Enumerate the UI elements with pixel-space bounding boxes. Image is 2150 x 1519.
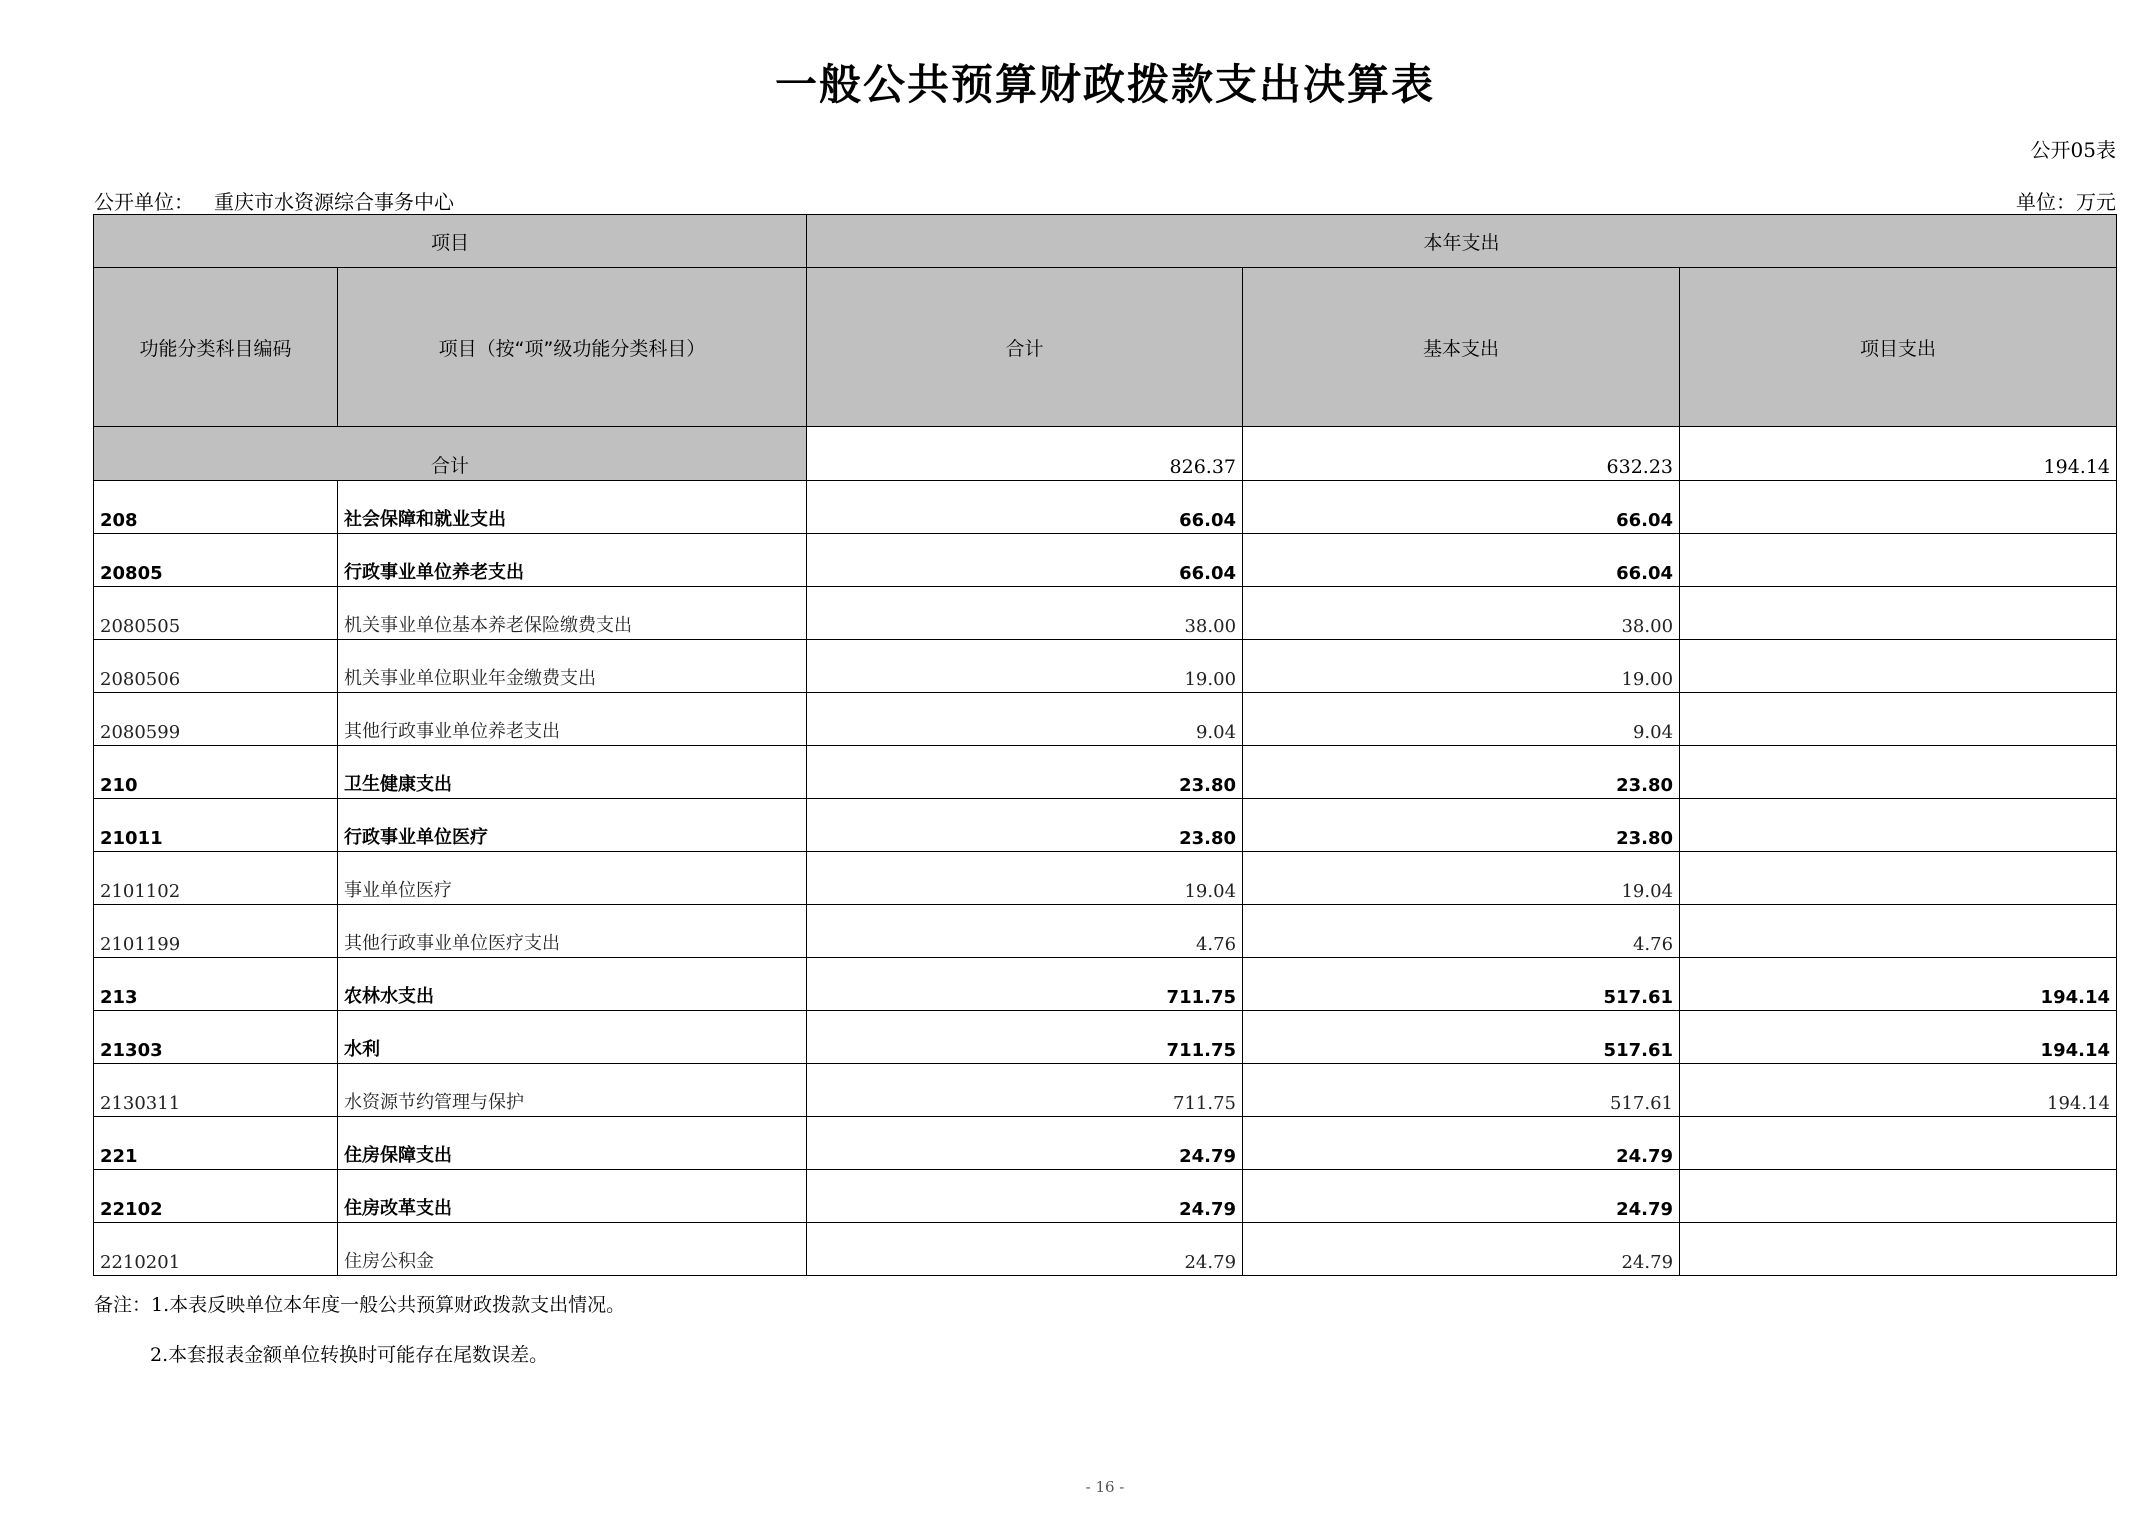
reporting-unit-label: 公开单位： xyxy=(94,190,194,214)
row-code: 2080506 xyxy=(94,640,338,693)
row-project xyxy=(1680,905,2117,958)
table-row xyxy=(94,1223,2117,1276)
note-1: 备注：1.本表反映单位本年度一般公共预算财政拨款支出情况。 xyxy=(94,1294,626,1316)
row-project xyxy=(1680,746,2117,799)
row-basic: 24.79 xyxy=(1243,1223,1680,1276)
row-basic: 66.04 xyxy=(1243,481,1680,534)
row-name: 行政事业单位医疗 xyxy=(338,799,807,852)
row-code: 2101199 xyxy=(94,905,338,958)
row-name: 机关事业单位基本养老保险缴费支出 xyxy=(338,587,807,640)
expenditure-table xyxy=(93,214,2117,1276)
row-basic: 19.04 xyxy=(1243,852,1680,905)
row-basic: 19.00 xyxy=(1243,640,1680,693)
row-code: 22102 xyxy=(94,1170,338,1223)
row-project: 194.14 xyxy=(1680,1011,2117,1064)
row-name: 机关事业单位职业年金缴费支出 xyxy=(338,640,807,693)
row-code: 20805 xyxy=(94,534,338,587)
row-total: 4.76 xyxy=(807,905,1243,958)
row-code: 210 xyxy=(94,746,338,799)
row-project xyxy=(1680,1117,2117,1170)
row-name: 其他行政事业单位医疗支出 xyxy=(338,905,807,958)
row-name: 农林水支出 xyxy=(338,958,807,1011)
row-name: 事业单位医疗 xyxy=(338,852,807,905)
row-name: 水利 xyxy=(338,1011,807,1064)
row-project xyxy=(1680,799,2117,852)
table-row xyxy=(94,852,2117,905)
row-code: 21011 xyxy=(94,799,338,852)
row-name: 水资源节约管理与保护 xyxy=(338,1064,807,1117)
row-project xyxy=(1680,640,2117,693)
row-basic: 23.80 xyxy=(1243,746,1680,799)
row-total: 38.00 xyxy=(807,587,1243,640)
row-total: 23.80 xyxy=(807,799,1243,852)
row-total: 24.79 xyxy=(807,1170,1243,1223)
row-total: 66.04 xyxy=(807,534,1243,587)
row-project xyxy=(1680,852,2117,905)
header-expense: 本年支出 xyxy=(807,215,2117,268)
header-basic: 基本支出 xyxy=(1243,268,1680,427)
total-basic: 632.23 xyxy=(1243,427,1680,481)
row-basic: 23.80 xyxy=(1243,799,1680,852)
row-total: 711.75 xyxy=(807,958,1243,1011)
table-row xyxy=(94,746,2117,799)
money-unit: 单位：万元 xyxy=(2016,190,2116,214)
table-row xyxy=(94,534,2117,587)
header-name: 项目（按“项”级功能分类科目） xyxy=(338,268,807,427)
note-2: 2.本套报表金额单位转换时可能存在尾数误差。 xyxy=(150,1344,549,1366)
row-basic: 517.61 xyxy=(1243,958,1680,1011)
total-project: 194.14 xyxy=(1680,427,2117,481)
row-code: 208 xyxy=(94,481,338,534)
row-code: 2080505 xyxy=(94,587,338,640)
header-item: 项目 xyxy=(94,215,807,268)
header-code: 功能分类科目编码 xyxy=(94,268,338,427)
row-project: 194.14 xyxy=(1680,958,2117,1011)
row-total: 711.75 xyxy=(807,1064,1243,1117)
row-basic: 38.00 xyxy=(1243,587,1680,640)
row-name: 卫生健康支出 xyxy=(338,746,807,799)
form-number: 公开05表 xyxy=(2030,138,2116,162)
row-total: 23.80 xyxy=(807,746,1243,799)
table-row xyxy=(94,1011,2117,1064)
row-name: 住房保障支出 xyxy=(338,1117,807,1170)
row-code: 2101102 xyxy=(94,852,338,905)
header-project: 项目支出 xyxy=(1680,268,2117,427)
row-name: 行政事业单位养老支出 xyxy=(338,534,807,587)
row-code: 221 xyxy=(94,1117,338,1170)
table-row xyxy=(94,905,2117,958)
total-sum: 826.37 xyxy=(807,427,1243,481)
row-total: 66.04 xyxy=(807,481,1243,534)
row-project xyxy=(1680,534,2117,587)
table-row xyxy=(94,1117,2117,1170)
row-project xyxy=(1680,1170,2117,1223)
row-basic: 9.04 xyxy=(1243,693,1680,746)
table-row xyxy=(94,640,2117,693)
reporting-unit xyxy=(94,186,474,215)
row-project: 194.14 xyxy=(1680,1064,2117,1117)
table-row xyxy=(94,1064,2117,1117)
row-basic: 517.61 xyxy=(1243,1011,1680,1064)
table-row xyxy=(94,587,2117,640)
row-name: 其他行政事业单位养老支出 xyxy=(338,693,807,746)
row-name: 住房改革支出 xyxy=(338,1170,807,1223)
row-code: 2080599 xyxy=(94,693,338,746)
table-row xyxy=(94,799,2117,852)
row-code: 2210201 xyxy=(94,1223,338,1276)
row-total: 24.79 xyxy=(807,1117,1243,1170)
page-number: - 16 - xyxy=(1085,1478,1125,1496)
header-total: 合计 xyxy=(807,268,1243,427)
row-total: 9.04 xyxy=(807,693,1243,746)
page-title: 一般公共预算财政拨款支出决算表 xyxy=(774,60,1435,109)
row-total: 711.75 xyxy=(807,1011,1243,1064)
row-code: 213 xyxy=(94,958,338,1011)
row-basic: 24.79 xyxy=(1243,1117,1680,1170)
table-row xyxy=(94,1170,2117,1223)
table-row xyxy=(94,481,2117,534)
row-basic: 517.61 xyxy=(1243,1064,1680,1117)
table-row xyxy=(94,958,2117,1011)
row-project xyxy=(1680,693,2117,746)
row-basic: 24.79 xyxy=(1243,1170,1680,1223)
row-total: 24.79 xyxy=(807,1223,1243,1276)
reporting-unit-name: 重庆市水资源综合事务中心 xyxy=(214,190,454,214)
table-row xyxy=(94,693,2117,746)
row-code: 21303 xyxy=(94,1011,338,1064)
row-project xyxy=(1680,1223,2117,1276)
row-name: 社会保障和就业支出 xyxy=(338,481,807,534)
row-name: 住房公积金 xyxy=(338,1223,807,1276)
row-total: 19.00 xyxy=(807,640,1243,693)
row-project xyxy=(1680,481,2117,534)
row-basic: 4.76 xyxy=(1243,905,1680,958)
total-label: 合计 xyxy=(94,427,807,481)
row-project xyxy=(1680,587,2117,640)
row-total: 19.04 xyxy=(807,852,1243,905)
row-basic: 66.04 xyxy=(1243,534,1680,587)
row-code: 2130311 xyxy=(94,1064,338,1117)
